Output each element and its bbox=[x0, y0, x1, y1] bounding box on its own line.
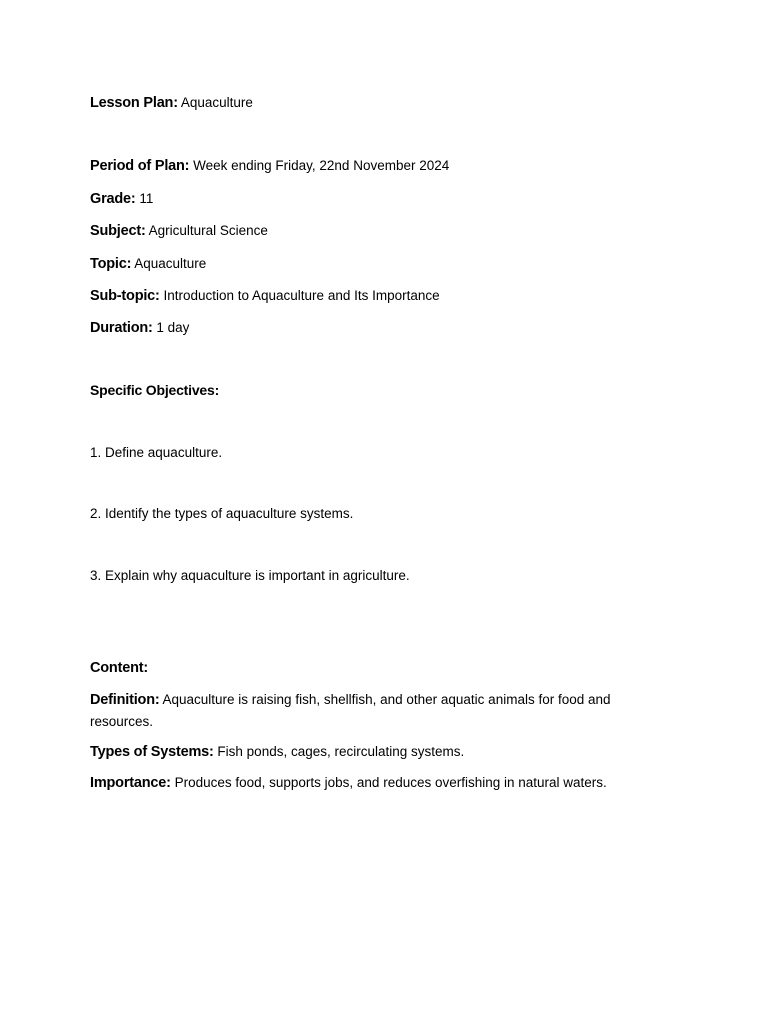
definition-paragraph bbox=[90, 689, 650, 732]
duration-value: 1 day bbox=[156, 320, 190, 335]
topic-label: Topic: bbox=[90, 256, 132, 272]
topic-line bbox=[90, 255, 206, 273]
subtopic-line bbox=[90, 287, 440, 305]
types-line bbox=[90, 743, 464, 761]
objective-item: 1. Define aquaculture. bbox=[90, 445, 223, 460]
lesson-plan-value: Aquaculture bbox=[180, 95, 253, 110]
importance-label: Importance: bbox=[90, 775, 171, 791]
grade-label: Grade: bbox=[90, 191, 136, 207]
types-value: Fish ponds, cages, recirculating systems. bbox=[217, 744, 465, 759]
period-value: Week ending Friday, 22nd November 2024 bbox=[193, 158, 450, 173]
objective-item: 2. Identify the types of aquaculture systems. bbox=[90, 506, 354, 521]
objectives-heading: Specific Objectives: bbox=[90, 382, 220, 398]
importance-value: Produces food, supports jobs, and reduces overfishing in natural waters. bbox=[174, 775, 607, 790]
topic-value: Aquaculture bbox=[134, 256, 207, 271]
subject-line bbox=[90, 222, 268, 240]
subject-label: Subject: bbox=[90, 223, 146, 239]
definition-value: Aquaculture is raising fish, shellfish, and other aquatic animals for food and resources. bbox=[90, 692, 611, 729]
grade-value: 11 bbox=[139, 191, 154, 206]
period-line bbox=[90, 157, 449, 175]
duration-line bbox=[90, 319, 189, 337]
definition-label: Definition: bbox=[90, 692, 160, 708]
subtopic-label: Sub-topic: bbox=[90, 288, 160, 304]
content-heading: Content: bbox=[90, 660, 148, 676]
types-label: Types of Systems: bbox=[90, 744, 214, 760]
lesson-plan-label: Lesson Plan: bbox=[90, 95, 178, 111]
subtopic-value: Introduction to Aquaculture and Its Importance bbox=[163, 288, 440, 303]
subject-value: Agricultural Science bbox=[148, 223, 268, 238]
duration-label: Duration: bbox=[90, 320, 153, 336]
lesson-plan-line bbox=[90, 94, 253, 112]
period-label: Period of Plan: bbox=[90, 158, 190, 174]
grade-line bbox=[90, 190, 153, 208]
objective-item: 3. Explain why aquaculture is important in agriculture. bbox=[90, 568, 410, 583]
importance-line bbox=[90, 774, 607, 792]
